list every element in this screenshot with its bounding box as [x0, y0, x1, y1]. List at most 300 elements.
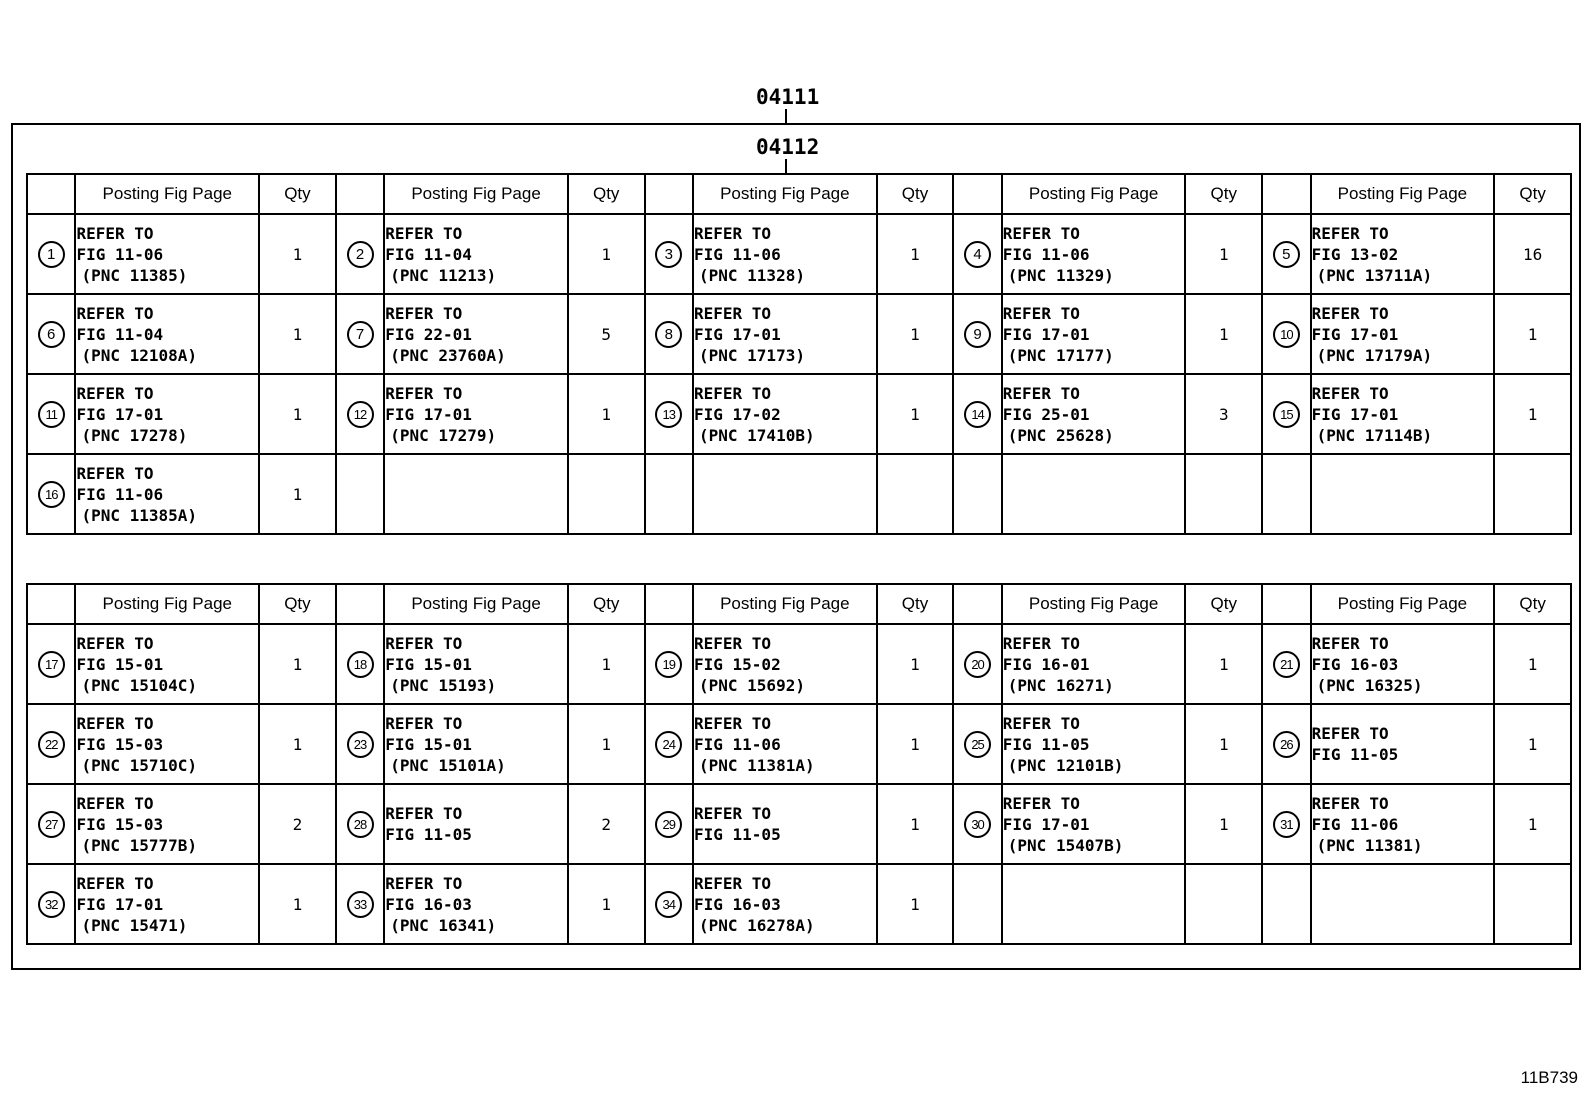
reference-text [1312, 633, 1494, 696]
refer-to-text: REFER TO [385, 873, 463, 893]
fig-number-text: FIG 11-05 [1002, 734, 1090, 754]
refer-to-text: REFER TO [76, 793, 154, 813]
callout-number: 14 [964, 401, 991, 428]
qty-cell [568, 704, 645, 784]
posting-fig-page-cell [75, 374, 259, 454]
posting-fig-page-cell [693, 624, 877, 704]
item-number-cell [645, 624, 693, 704]
qty-cell [877, 704, 954, 784]
refer-to-text: REFER TO [76, 873, 154, 893]
item-number-cell [645, 864, 693, 944]
pnc-text: (PNC 17410B) [699, 425, 815, 445]
header-row [27, 584, 1571, 624]
refer-to-text: REFER TO [385, 713, 463, 733]
reference-text [1312, 303, 1494, 366]
header-qty: Qty [877, 174, 954, 214]
qty-value: 1 [910, 404, 920, 424]
callout-number: 3 [655, 241, 682, 268]
pnc-text: (PNC 11385A) [81, 505, 198, 525]
reference-text [1003, 713, 1185, 776]
reference-text [385, 303, 567, 366]
pnc-text: (PNC 15101A) [390, 755, 506, 775]
pnc-text: (PNC 17179A) [1316, 345, 1433, 365]
qty-value: 1 [910, 734, 920, 754]
item-number-cell [27, 704, 75, 784]
pnc-text: (PNC 17114B) [1316, 425, 1433, 445]
qty-value: 1 [910, 894, 920, 914]
callout-number: 1 [38, 241, 65, 268]
reference-text [694, 303, 876, 366]
posting-fig-page-cell [75, 864, 259, 944]
fig-number-text: FIG 11-05 [1311, 745, 1399, 764]
pnc-text: (PNC 17279) [390, 425, 497, 445]
header-qty: Qty [877, 584, 954, 624]
fig-number-text: FIG 11-06 [694, 734, 781, 754]
refer-to-text: REFER TO [1311, 724, 1389, 743]
qty-value: 1 [910, 814, 920, 834]
refer-to-text: REFER TO [1002, 383, 1080, 403]
fig-number-text: FIG 15-02 [694, 654, 781, 674]
header-row [27, 174, 1571, 214]
reference-text [76, 713, 258, 776]
posting-fig-page-cell [1002, 294, 1186, 374]
posting-fig-page-cell [1002, 784, 1186, 864]
qty-value: 1 [1527, 404, 1538, 424]
posting-fig-page-cell [1311, 374, 1495, 454]
qty-value: 5 [601, 324, 612, 344]
posting-fig-page-cell [1002, 624, 1186, 704]
posting-fig-page-cell [1311, 214, 1495, 294]
qty-cell [259, 624, 336, 704]
qty-cell [877, 454, 954, 534]
callout-number: 17 [38, 651, 65, 678]
fig-number-text: FIG 16-03 [385, 894, 472, 914]
fig-number-text: FIG 15-01 [76, 654, 164, 674]
refer-to-text: REFER TO [76, 383, 154, 403]
posting-fig-page-cell [693, 864, 877, 944]
qty-value: 1 [1527, 654, 1538, 674]
qty-cell [1185, 704, 1262, 784]
item-number-cell [27, 864, 75, 944]
refer-to-text: REFER TO [385, 633, 463, 653]
qty-value: 1 [1218, 324, 1229, 344]
table-row [27, 784, 1571, 864]
callout-number: 5 [1273, 241, 1300, 268]
header-qty: Qty [1494, 174, 1571, 214]
header-qty: Qty [259, 174, 336, 214]
pnc-text: (PNC 12108A) [81, 345, 198, 365]
pnc-text: (PNC 15777B) [81, 835, 198, 855]
posting-fig-page-cell [1002, 374, 1186, 454]
fig-number-text: FIG 15-03 [76, 814, 164, 834]
pnc-text: (PNC 23760A) [390, 345, 506, 365]
item-number-cell [27, 454, 75, 534]
qty-cell [1494, 454, 1571, 534]
qty-cell [877, 214, 954, 294]
qty-value: 2 [292, 814, 303, 834]
refer-to-text: REFER TO [1002, 633, 1080, 653]
qty-cell [259, 214, 336, 294]
qty-cell [1494, 704, 1571, 784]
figure-code: 11B739 [1520, 1068, 1578, 1087]
fig-number-text: FIG 15-01 [385, 654, 472, 674]
parts-reference-table-upper [26, 173, 1572, 535]
header-number-blank [645, 174, 693, 214]
reference-text [385, 383, 567, 446]
header-number-blank [336, 174, 384, 214]
refer-to-text: REFER TO [1311, 633, 1389, 653]
fig-number-text: FIG 15-01 [385, 734, 472, 754]
fig-number-text: FIG 11-04 [385, 244, 472, 264]
callout-number: 8 [655, 321, 682, 348]
qty-cell [259, 454, 336, 534]
refer-to-text: REFER TO [76, 633, 154, 653]
refer-to-text: REFER TO [694, 383, 772, 403]
callout-number: 10 [1273, 321, 1300, 348]
assembly-label-04112: 04112 [756, 135, 820, 159]
reference-text [1003, 793, 1185, 856]
reference-text [76, 303, 258, 366]
header-posting-fig-page: Posting Fig Page [1311, 174, 1495, 214]
item-number-cell [336, 624, 384, 704]
qty-value: 1 [1527, 734, 1538, 754]
table-row [27, 454, 1571, 534]
qty-value: 1 [601, 244, 612, 264]
reference-text [76, 223, 258, 286]
refer-to-text: REFER TO [1311, 223, 1389, 243]
header-posting-fig-page: Posting Fig Page [1002, 584, 1186, 624]
posting-fig-page-cell [1311, 864, 1495, 944]
callout-number: 33 [347, 891, 374, 918]
header-posting-fig-page: Posting Fig Page [384, 584, 568, 624]
callout-number: 12 [347, 401, 374, 428]
fig-number-text: FIG 17-01 [76, 404, 164, 424]
reference-text [694, 383, 876, 446]
callout-number: 30 [964, 811, 991, 838]
reference-text [1312, 723, 1494, 765]
posting-fig-page-cell [693, 784, 877, 864]
pnc-text: (PNC 11328) [699, 265, 805, 285]
refer-to-text: REFER TO [694, 303, 772, 323]
qty-value: 1 [292, 404, 303, 424]
item-number-cell [336, 784, 384, 864]
table-row [27, 704, 1571, 784]
qty-value: 1 [1218, 734, 1229, 754]
pnc-text: (PNC 13711A) [1316, 265, 1433, 285]
posting-fig-page-cell [75, 214, 259, 294]
qty-cell [568, 294, 645, 374]
reference-text [1003, 303, 1185, 366]
posting-fig-page-cell [75, 294, 259, 374]
header-posting-fig-page: Posting Fig Page [693, 174, 877, 214]
qty-cell [568, 214, 645, 294]
callout-number: 34 [655, 891, 682, 918]
item-number-cell [645, 784, 693, 864]
table-row [27, 624, 1571, 704]
qty-value: 1 [910, 324, 920, 344]
item-number-cell [1262, 374, 1310, 454]
fig-number-text: FIG 15-03 [76, 734, 164, 754]
pnc-text: (PNC 11385) [81, 265, 188, 285]
header-posting-fig-page: Posting Fig Page [75, 174, 259, 214]
qty-value: 1 [1527, 324, 1538, 344]
qty-cell [1494, 294, 1571, 374]
pnc-text: (PNC 17173) [699, 345, 805, 365]
reference-text [1003, 633, 1185, 696]
item-number-cell [953, 624, 1001, 704]
fig-number-text: FIG 11-06 [76, 484, 164, 504]
header-posting-fig-page: Posting Fig Page [75, 584, 259, 624]
posting-fig-page-cell [1002, 864, 1186, 944]
refer-to-text: REFER TO [694, 633, 772, 653]
refer-to-text: REFER TO [385, 804, 463, 823]
fig-number-text: FIG 22-01 [385, 324, 472, 344]
callout-number: 26 [1273, 731, 1300, 758]
callout-number: 25 [964, 731, 991, 758]
reference-text [385, 873, 567, 936]
header-posting-fig-page: Posting Fig Page [1311, 584, 1495, 624]
qty-cell [568, 784, 645, 864]
qty-value: 1 [292, 324, 303, 344]
pnc-text: (PNC 16271) [1007, 675, 1114, 695]
fig-number-text: FIG 17-01 [694, 324, 781, 344]
callout-number: 7 [347, 321, 374, 348]
fig-number-text: FIG 11-06 [1002, 244, 1090, 264]
posting-fig-page-cell [693, 214, 877, 294]
item-number-cell [953, 454, 1001, 534]
pnc-text: (PNC 17177) [1007, 345, 1114, 365]
refer-to-text: REFER TO [76, 713, 154, 733]
refer-to-text: REFER TO [694, 713, 772, 733]
posting-fig-page-cell [384, 294, 568, 374]
posting-fig-page-cell [693, 374, 877, 454]
qty-value: 3 [1218, 404, 1229, 424]
reference-text [76, 793, 258, 856]
item-number-cell [645, 374, 693, 454]
reference-text [1312, 793, 1494, 856]
pnc-text: (PNC 16325) [1316, 675, 1423, 695]
header-number-blank [1262, 584, 1310, 624]
reference-text [76, 633, 258, 696]
reference-text [1003, 223, 1185, 286]
header-qty: Qty [568, 584, 645, 624]
table-row [27, 374, 1571, 454]
refer-to-text: REFER TO [694, 223, 772, 243]
refer-to-text: REFER TO [1002, 223, 1080, 243]
refer-to-text: REFER TO [385, 223, 463, 243]
posting-fig-page-cell [75, 784, 259, 864]
callout-number: 29 [655, 811, 682, 838]
pnc-text: (PNC 17278) [81, 425, 188, 445]
qty-value: 1 [601, 654, 612, 674]
fig-number-text: FIG 11-06 [694, 244, 781, 264]
header-qty: Qty [568, 174, 645, 214]
qty-cell [1185, 374, 1262, 454]
fig-number-text: FIG 25-01 [1002, 404, 1090, 424]
item-number-cell [1262, 214, 1310, 294]
header-posting-fig-page: Posting Fig Page [1002, 174, 1186, 214]
item-number-cell [27, 214, 75, 294]
callout-number: 13 [655, 401, 682, 428]
refer-to-text: REFER TO [1311, 793, 1389, 813]
item-number-cell [1262, 454, 1310, 534]
refer-to-text: REFER TO [694, 873, 772, 893]
posting-fig-page-cell [1002, 454, 1186, 534]
reference-text [76, 463, 258, 526]
item-number-cell [336, 454, 384, 534]
posting-fig-page-cell [384, 784, 568, 864]
qty-cell [259, 704, 336, 784]
pnc-text: (PNC 15710C) [81, 755, 198, 775]
callout-number: 21 [1273, 651, 1300, 678]
pnc-text: (PNC 11381) [1316, 835, 1423, 855]
qty-cell [877, 374, 954, 454]
qty-cell [259, 374, 336, 454]
posting-fig-page-cell [384, 454, 568, 534]
item-number-cell [336, 294, 384, 374]
qty-cell [877, 784, 954, 864]
posting-fig-page-cell [1002, 214, 1186, 294]
qty-cell [1494, 784, 1571, 864]
qty-value: 1 [601, 734, 612, 754]
qty-cell [1494, 214, 1571, 294]
posting-fig-page-cell [384, 214, 568, 294]
pnc-text: (PNC 16341) [390, 915, 497, 935]
qty-value: 1 [292, 734, 303, 754]
refer-to-text: REFER TO [385, 383, 463, 403]
qty-value: 16 [1522, 244, 1543, 264]
item-number-cell [336, 374, 384, 454]
header-qty: Qty [1494, 584, 1571, 624]
reference-text [1003, 383, 1185, 446]
item-number-cell [645, 454, 693, 534]
refer-to-text: REFER TO [694, 804, 772, 823]
header-number-blank [336, 584, 384, 624]
callout-number: 19 [655, 651, 682, 678]
callout-number: 2 [347, 241, 374, 268]
header-qty: Qty [1185, 174, 1262, 214]
header-number-blank [27, 174, 75, 214]
pnc-text: (PNC 16278A) [699, 915, 815, 935]
qty-value: 1 [910, 654, 920, 674]
callout-number: 28 [347, 811, 374, 838]
posting-fig-page-cell [693, 704, 877, 784]
item-number-cell [953, 864, 1001, 944]
parts-reference-table-lower [26, 583, 1572, 945]
refer-to-text: REFER TO [385, 303, 463, 323]
reference-text [694, 873, 876, 936]
fig-number-text: FIG 17-01 [1311, 324, 1399, 344]
reference-text [385, 223, 567, 286]
fig-number-text: FIG 11-06 [1311, 814, 1399, 834]
callout-number: 11 [38, 401, 65, 428]
header-posting-fig-page: Posting Fig Page [384, 174, 568, 214]
fig-number-text: FIG 11-06 [76, 244, 164, 264]
refer-to-text: REFER TO [76, 463, 154, 483]
reference-text [1312, 223, 1494, 286]
qty-value: 1 [1218, 814, 1229, 834]
qty-value: 1 [1527, 814, 1538, 834]
qty-cell [259, 294, 336, 374]
qty-value: 2 [601, 814, 612, 834]
table-row [27, 214, 1571, 294]
refer-to-text: REFER TO [1002, 303, 1080, 323]
qty-value: 1 [910, 244, 920, 264]
qty-cell [1185, 214, 1262, 294]
qty-cell [1494, 864, 1571, 944]
item-number-cell [645, 704, 693, 784]
item-number-cell [336, 864, 384, 944]
callout-number: 20 [964, 651, 991, 678]
item-number-cell [27, 294, 75, 374]
item-number-cell [953, 214, 1001, 294]
table-row [27, 864, 1571, 944]
qty-cell [877, 864, 954, 944]
qty-cell [1494, 374, 1571, 454]
posting-fig-page-cell [1311, 704, 1495, 784]
reference-text [385, 633, 567, 696]
posting-fig-page-cell [75, 454, 259, 534]
leader-line-04111 [785, 109, 787, 124]
callout-number: 32 [38, 891, 65, 918]
item-number-cell [953, 784, 1001, 864]
fig-number-text: FIG 17-01 [385, 404, 472, 424]
posting-fig-page-cell [1002, 704, 1186, 784]
refer-to-text: REFER TO [1311, 383, 1389, 403]
callout-number: 9 [964, 321, 991, 348]
posting-fig-page-cell [693, 294, 877, 374]
callout-number: 4 [964, 241, 991, 268]
callout-number: 23 [347, 731, 374, 758]
posting-fig-page-cell [384, 864, 568, 944]
pnc-text: (PNC 11213) [390, 265, 497, 285]
reference-text [1312, 383, 1494, 446]
qty-cell [568, 624, 645, 704]
item-number-cell [336, 214, 384, 294]
assembly-label-04111: 04111 [756, 85, 820, 109]
header-number-blank [1262, 174, 1310, 214]
qty-value: 1 [1218, 654, 1229, 674]
refer-to-text: REFER TO [76, 303, 154, 323]
header-number-blank [27, 584, 75, 624]
callout-number: 22 [38, 731, 65, 758]
item-number-cell [1262, 864, 1310, 944]
leader-line-04112 [785, 159, 787, 174]
callout-number: 27 [38, 811, 65, 838]
pnc-text: (PNC 15471) [81, 915, 188, 935]
pnc-text: (PNC 15407B) [1007, 835, 1124, 855]
posting-fig-page-cell [75, 624, 259, 704]
qty-cell [568, 864, 645, 944]
fig-number-text: FIG 17-01 [1311, 404, 1399, 424]
item-number-cell [645, 294, 693, 374]
fig-number-text: FIG 11-04 [76, 324, 164, 344]
qty-cell [1185, 784, 1262, 864]
posting-fig-page-cell [1311, 624, 1495, 704]
qty-cell [1185, 454, 1262, 534]
item-number-cell [1262, 294, 1310, 374]
pnc-text: (PNC 25628) [1007, 425, 1114, 445]
item-number-cell [953, 704, 1001, 784]
qty-value: 1 [292, 244, 303, 264]
qty-cell [1494, 624, 1571, 704]
reference-text [76, 873, 258, 936]
posting-fig-page-cell [75, 704, 259, 784]
qty-cell [1185, 294, 1262, 374]
header-number-blank [953, 584, 1001, 624]
item-number-cell [27, 784, 75, 864]
qty-cell [877, 294, 954, 374]
